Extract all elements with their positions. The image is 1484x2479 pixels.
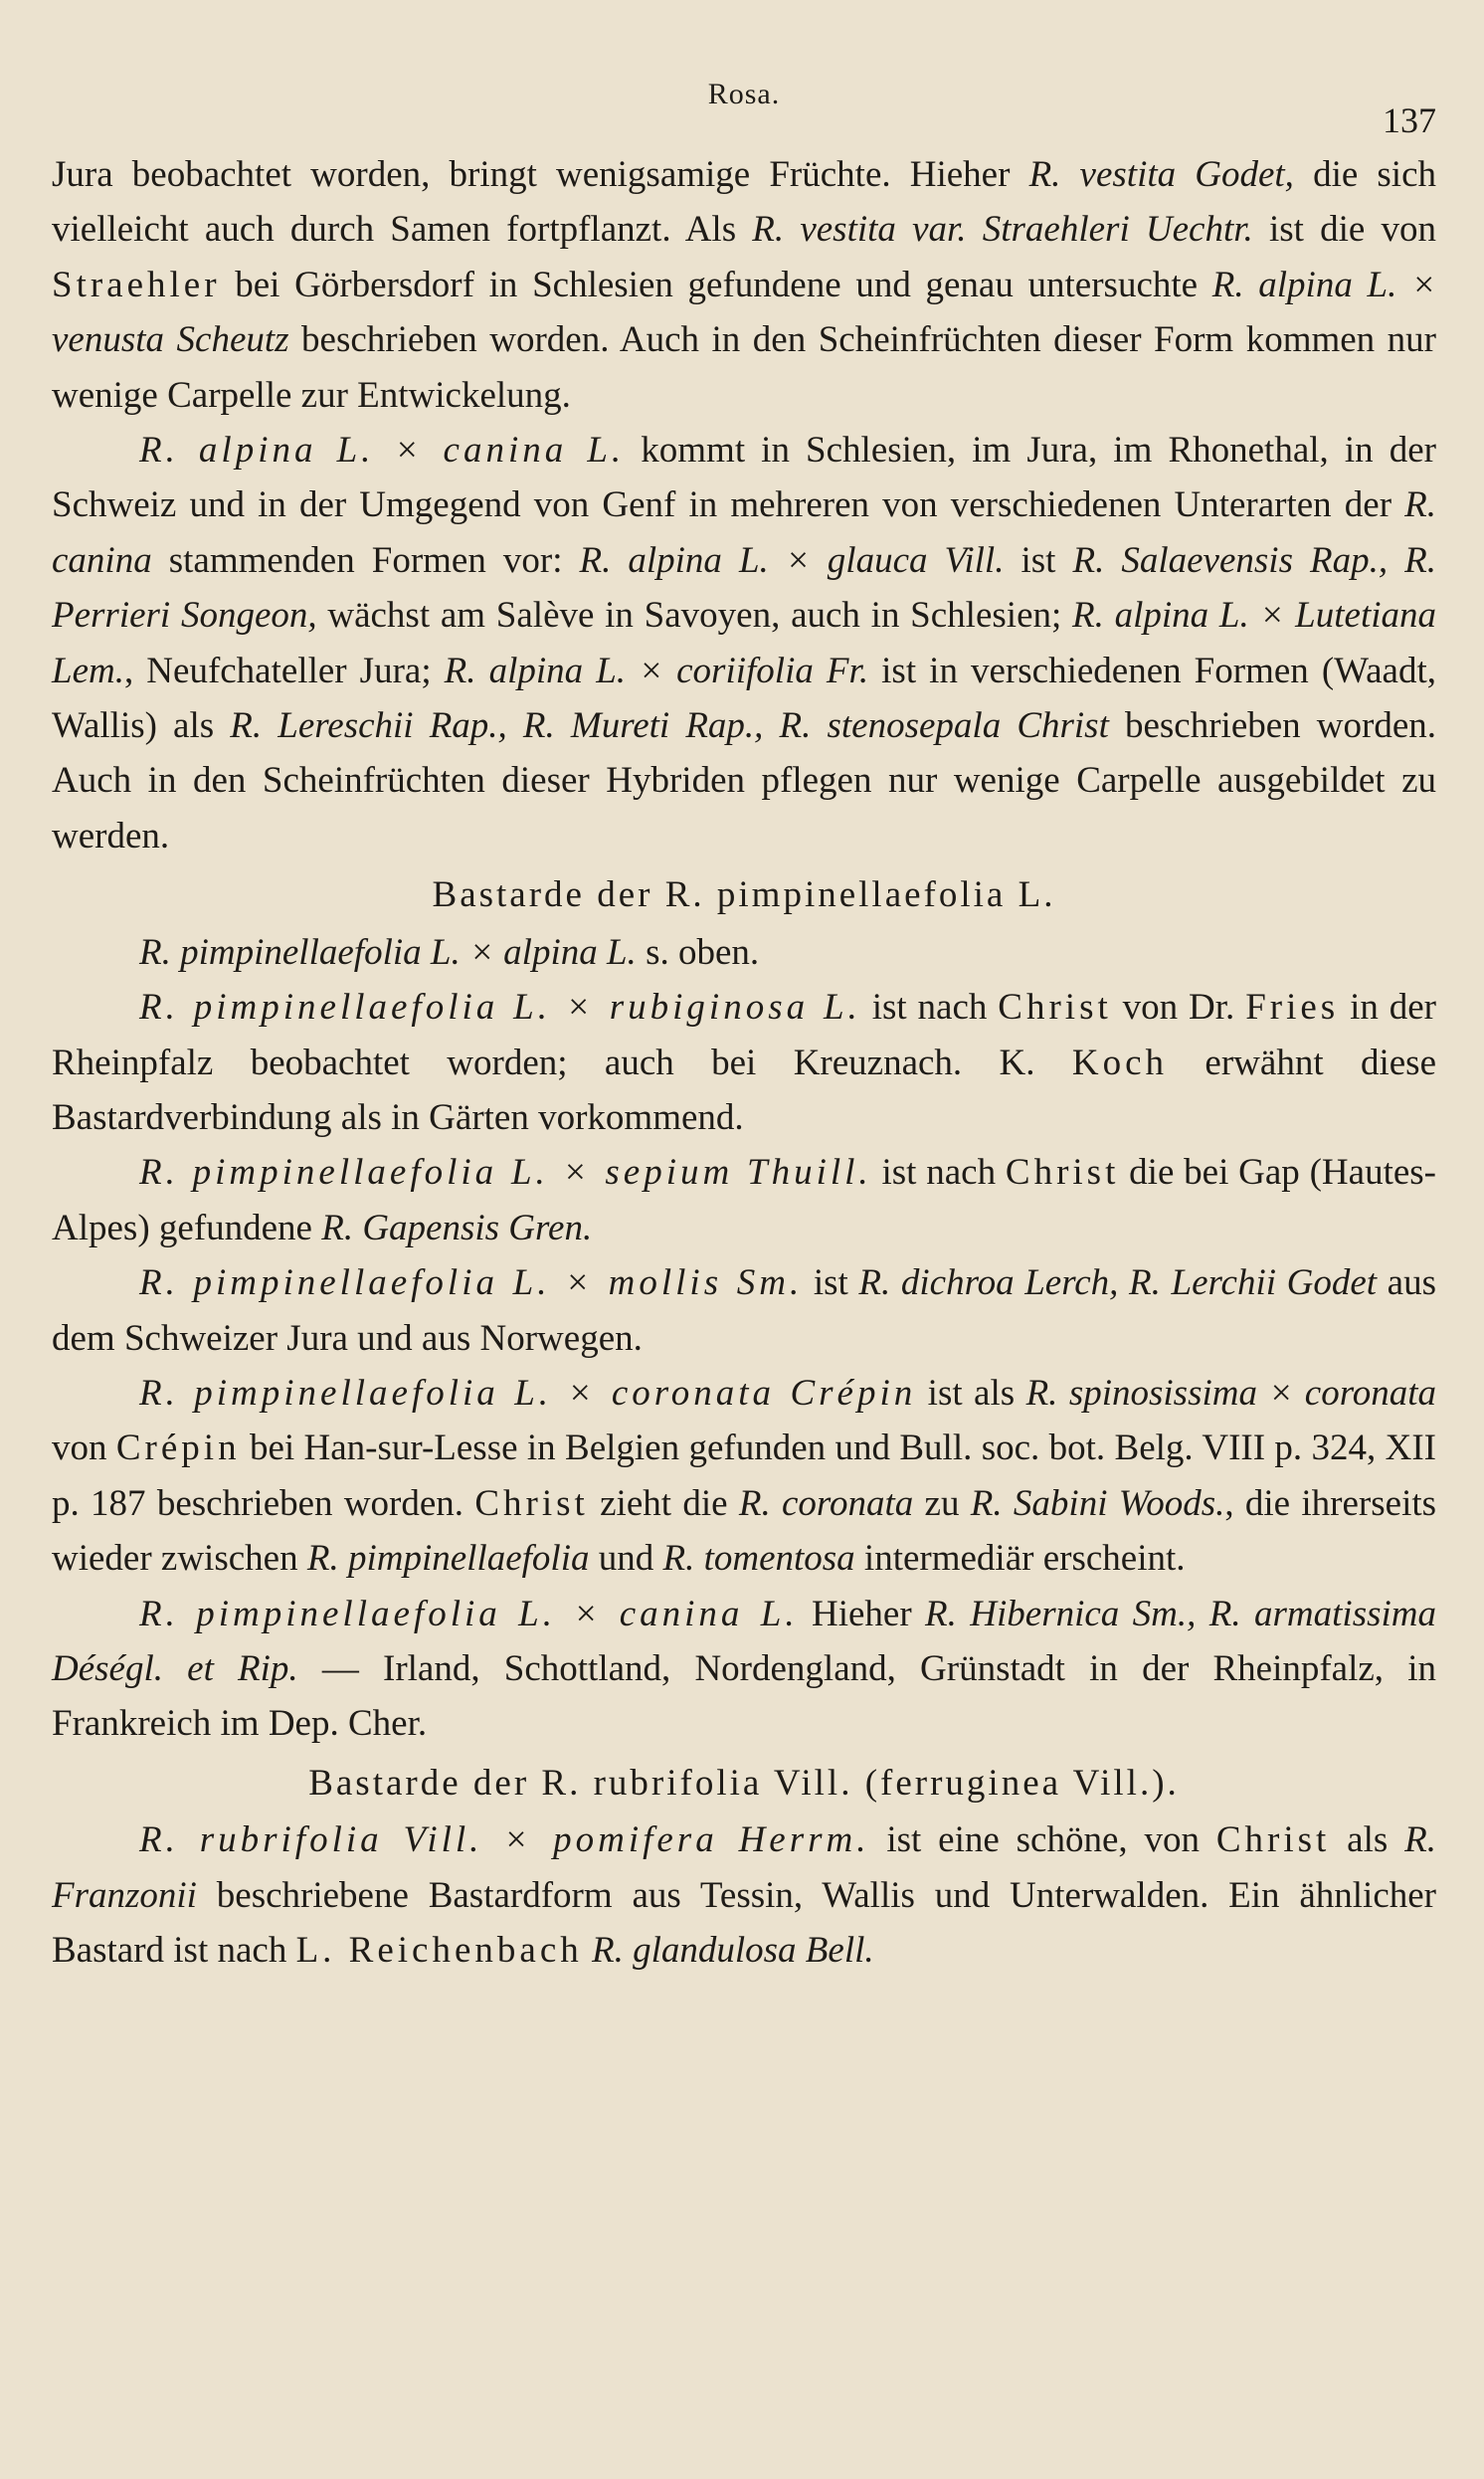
text-span: ist bbox=[1004, 539, 1073, 581]
body-text bbox=[52, 147, 1436, 1978]
author-name: Fries bbox=[1245, 987, 1340, 1029]
text-span: zieht die bbox=[588, 1482, 739, 1524]
species-name: R. Salaevensis Rap., R. Perrieri Songeon, bbox=[52, 539, 1436, 637]
page-number: 137 bbox=[1383, 100, 1436, 140]
paragraph-7 bbox=[52, 1366, 1436, 1587]
species-name: R. alpina L. × coriifolia Fr. bbox=[444, 650, 869, 691]
text-span: von bbox=[52, 1428, 116, 1469]
text-span: bei Görbersdorf in Schlesien gefundene und genau untersuchte bbox=[220, 264, 1212, 305]
paragraph-2 bbox=[52, 423, 1436, 863]
species-name: R. canina bbox=[52, 484, 1436, 581]
author-name: Christ bbox=[474, 1482, 589, 1524]
paragraph-4 bbox=[52, 980, 1436, 1145]
hybrid-name: R. pimpinellaefolia L. × mollis Sm. bbox=[139, 1262, 804, 1304]
species-name: R. Lereschii Rap., R. Mureti Rap., R. stenosepala Christ bbox=[230, 705, 1109, 747]
text-span: erwähnt diese Bastardverbindung als in Gärten vorkommend. bbox=[52, 1042, 1436, 1138]
text-span: intermediär erscheint. bbox=[854, 1538, 1186, 1580]
text-span: Jura beobachtet worden, bringt wenigsamige Früchte. Hieher bbox=[52, 154, 1029, 195]
text-span: beschriebene Bastardform aus Tessin, Wallis und Unterwalden. Ein ähnlicher Bastard ist nach bbox=[52, 1874, 1436, 1971]
species-name: R. vestita Godet, bbox=[1028, 154, 1294, 195]
running-title: Rosa. bbox=[707, 78, 781, 110]
species-name: R. alpina L. × Lutetiana Lem. bbox=[52, 595, 1437, 691]
text-span: als bbox=[1330, 1819, 1405, 1861]
paragraph-1 bbox=[52, 147, 1436, 423]
text-span: von Dr. bbox=[1111, 987, 1246, 1029]
text-span bbox=[583, 1930, 592, 1971]
hybrid-name: R. pimpinellaefolia L. × rubiginosa L. bbox=[139, 987, 861, 1029]
text-span: beschrieben worden. Auch in den Scheinfrüchten dieser Hybriden pflegen nur wenige Carpelle ausgebildet zu werden. bbox=[52, 705, 1437, 857]
section-heading-rubrifolia: Bastarde der R. rubrifolia Vill. (ferruginea Vill.). bbox=[308, 1762, 1180, 1804]
text-span: stammenden Formen vor: bbox=[151, 539, 580, 581]
text-span: ist bbox=[803, 1262, 859, 1304]
species-name: R. alpina L. × venusta Scheutz bbox=[52, 264, 1436, 361]
hybrid-name: R. pimpinellaefolia L. × alpina L. bbox=[139, 931, 637, 973]
text-span: ist nach bbox=[860, 987, 999, 1029]
species-name: R. vestita var. Straehleri Uechtr. bbox=[752, 209, 1253, 251]
species-name: R. Gapensis Gren. bbox=[321, 1207, 593, 1248]
paragraph-8 bbox=[52, 1587, 1436, 1752]
text-span: , die ihrerseits wieder zwischen bbox=[52, 1482, 1437, 1580]
page-header bbox=[52, 78, 1436, 140]
text-span: ist die von bbox=[1252, 209, 1436, 251]
text-span: bei Han-sur-Lesse in Belgien gefunden und Bull. soc. bot. Belg. VIII p. 324, XII p. 187 beschrieben worden. bbox=[52, 1428, 1437, 1524]
text-span: wächst am Salève in Savoyen, auch in Schlesien; bbox=[316, 595, 1073, 637]
author-name: Straehler bbox=[52, 264, 221, 305]
text-span: in der Rheinpfalz beobachtet worden; auch bei Kreuznach. K. bbox=[52, 987, 1436, 1083]
species-name: R. spinosissima × coronata bbox=[1025, 1372, 1437, 1414]
species-name: R. Franzonii bbox=[52, 1819, 1437, 1916]
species-name: R. pimpinellaefolia bbox=[306, 1538, 590, 1580]
text-span: die bei Gap (Hautes-Alpes) gefundene bbox=[52, 1152, 1436, 1248]
text-span: Hieher bbox=[798, 1593, 926, 1634]
author-name: Christ bbox=[1005, 1152, 1120, 1194]
author-name: Koch bbox=[1071, 1042, 1169, 1083]
paragraph-3 bbox=[52, 925, 1436, 980]
hybrid-name: R. alpina L. × canina L. bbox=[139, 430, 626, 472]
text-span: kommt in Schlesien, im Jura, im Rhonethal, in der Schweiz und in der Umgegend von Genf in mehreren von verschiedenen Unterarten der bbox=[52, 430, 1436, 526]
paragraph-9 bbox=[52, 1812, 1436, 1978]
hybrid-name: R. pimpinellaefolia L. × canina L. bbox=[139, 1593, 799, 1634]
species-name: R. dichroa Lerch, R. Lerchii Godet bbox=[858, 1262, 1378, 1304]
paragraph-6 bbox=[52, 1255, 1436, 1366]
species-name: R. Sabini Woods. bbox=[970, 1482, 1225, 1524]
species-name: R. alpina L. × glauca Vill. bbox=[579, 539, 1005, 581]
hybrid-name: R. pimpinellaefolia L. × coronata Crépin bbox=[139, 1372, 917, 1414]
text-span: aus dem Schweizer Jura und aus Norwegen. bbox=[52, 1262, 1437, 1359]
text-span: — Irland, Schottland, Nordengland, Grünstadt in der Rheinpfalz, in Frankreich im Dep. Cher. bbox=[52, 1647, 1437, 1745]
text-span: ist in verschiedenen Formen (Waadt, Wallis) als bbox=[52, 650, 1437, 747]
author-name: Christ bbox=[998, 987, 1112, 1029]
species-name: R. Hibernica Sm., R. armatissima Déségl. et Rip. bbox=[52, 1593, 1436, 1689]
species-name: R. tomentosa bbox=[662, 1538, 855, 1580]
author-name: L. Reichenbach bbox=[295, 1930, 583, 1971]
text-span: zu bbox=[913, 1482, 971, 1524]
text-span: ist nach bbox=[871, 1152, 1006, 1194]
text-span: ist eine schöne, von bbox=[869, 1819, 1216, 1861]
species-name: R. glandulosa Bell. bbox=[592, 1930, 874, 1971]
text-span: beschrieben worden. Auch in den Scheinfrüchten dieser Form kommen nur wenige Carpelle zur Entwickelung. bbox=[52, 319, 1436, 416]
text-span: und bbox=[589, 1538, 663, 1580]
author-name: Christ bbox=[1215, 1819, 1331, 1861]
paragraph-5 bbox=[52, 1145, 1436, 1255]
text-span: , Neufchateller Jura; bbox=[123, 650, 445, 691]
text-span: die sich vielleicht auch durch Samen fortpflanzt. Als bbox=[52, 154, 1436, 251]
text-span: s. oben. bbox=[636, 931, 760, 973]
section-heading-pimpinellaefolia: Bastarde der R. pimpinellaefolia L. bbox=[432, 874, 1056, 916]
species-name: R. coronata bbox=[738, 1482, 914, 1524]
author-name: Crépin bbox=[115, 1428, 241, 1469]
text-span: ist als bbox=[916, 1372, 1026, 1414]
hybrid-name: R. rubrifolia Vill. × pomifera Herrm. bbox=[139, 1819, 870, 1861]
hybrid-name: R. pimpinellaefolia L. × sepium Thuill. bbox=[139, 1152, 872, 1194]
